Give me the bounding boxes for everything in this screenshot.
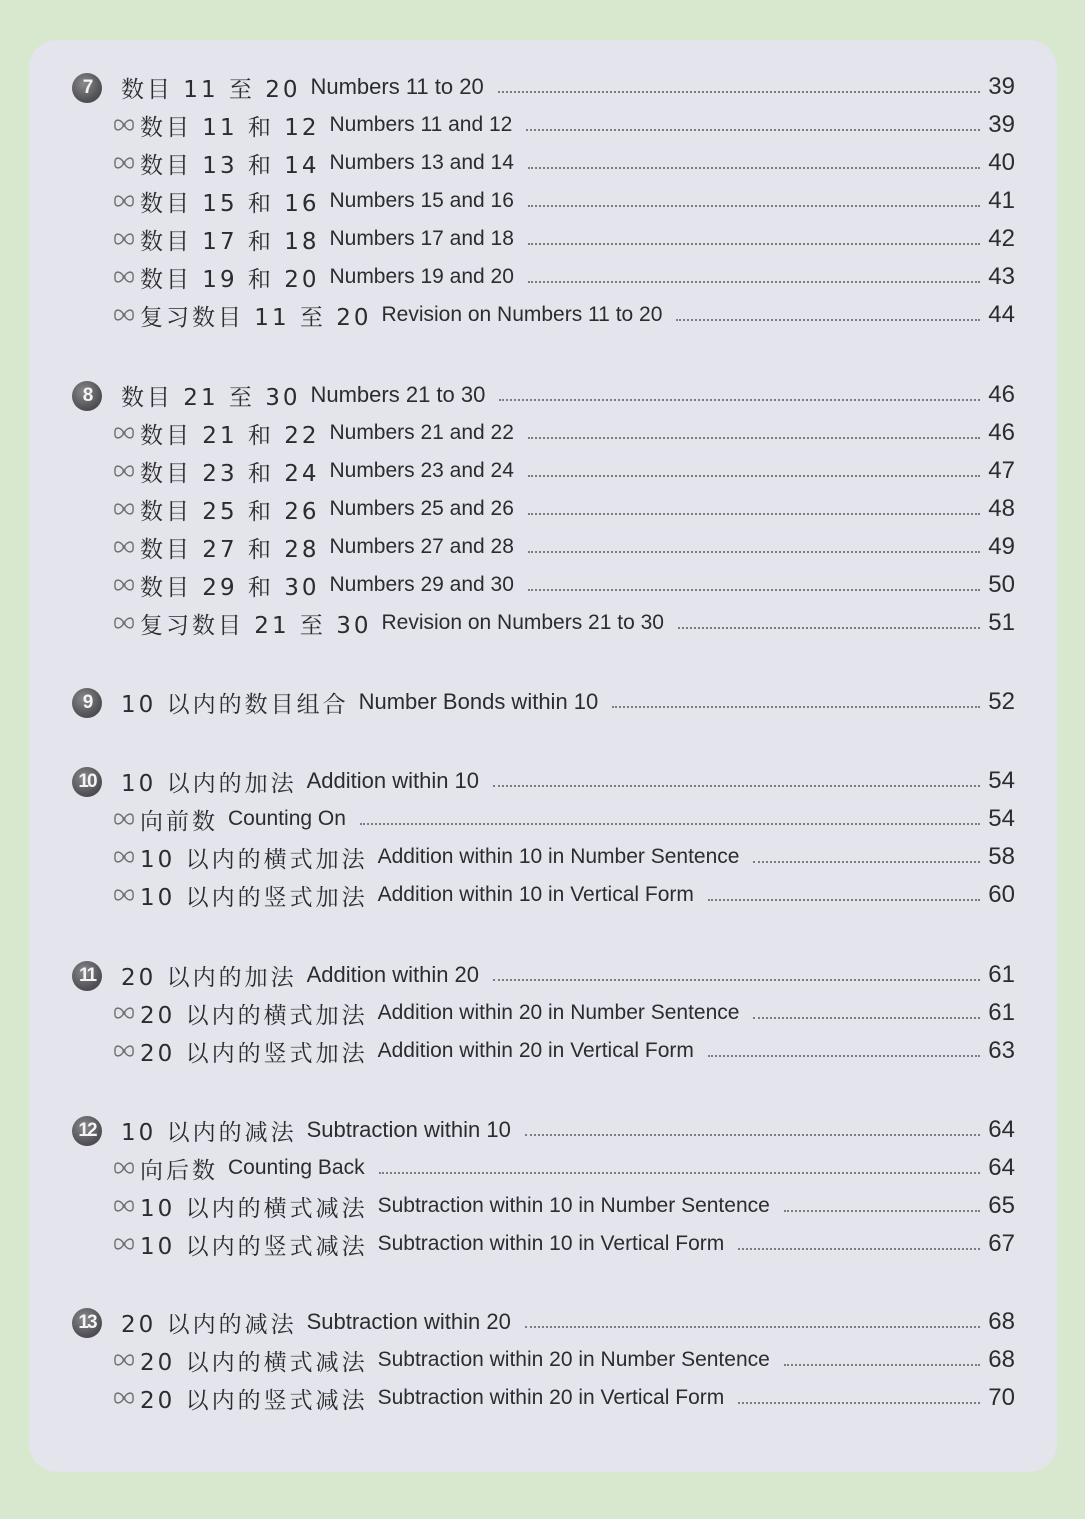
chapter-number-badge: 8 bbox=[72, 381, 102, 411]
chapter-number-badge: 13 bbox=[72, 1308, 102, 1338]
page-number: 41 bbox=[988, 187, 1015, 214]
ribbon-bullet-icon bbox=[112, 1234, 136, 1254]
page-number: 42 bbox=[988, 225, 1015, 252]
page-number: 63 bbox=[988, 1037, 1015, 1064]
toc-chapter-row[interactable] bbox=[0, 377, 1085, 413]
ribbon-bullet-icon bbox=[112, 115, 136, 135]
english-title: Counting On bbox=[228, 807, 346, 830]
english-title: Addition within 10 in Number Sentence bbox=[377, 845, 740, 868]
chinese-title: 10 以内的横式减法 bbox=[140, 1195, 368, 1222]
toc-chapter-row[interactable] bbox=[0, 763, 1085, 799]
ribbon-bullet-icon bbox=[112, 229, 136, 249]
page-number: 68 bbox=[988, 1308, 1015, 1335]
chapter-title bbox=[121, 763, 479, 799]
english-title: Addition within 20 bbox=[306, 962, 480, 987]
subitem-title bbox=[140, 221, 514, 257]
english-title: Numbers 21 to 30 bbox=[310, 382, 486, 407]
subitem-title bbox=[140, 107, 512, 143]
page-number: 54 bbox=[988, 805, 1015, 832]
toc-subitem-row[interactable] bbox=[0, 491, 1085, 527]
toc-subitem-row[interactable] bbox=[0, 1188, 1085, 1224]
english-title: Numbers 25 and 26 bbox=[329, 497, 514, 520]
subitem-title bbox=[140, 1188, 770, 1224]
toc-subitem-row[interactable] bbox=[0, 297, 1085, 333]
toc-chapter-row[interactable] bbox=[0, 684, 1085, 720]
dot-leader bbox=[528, 243, 980, 245]
chinese-title: 数目 11 至 20 bbox=[121, 76, 301, 103]
chinese-title: 数目 17 和 18 bbox=[140, 228, 320, 255]
dot-leader bbox=[498, 91, 980, 93]
toc-subitem-row[interactable] bbox=[0, 183, 1085, 219]
toc-subitem-row[interactable] bbox=[0, 453, 1085, 489]
chinese-title: 20 以内的横式加法 bbox=[140, 1002, 368, 1029]
dot-leader bbox=[676, 319, 980, 321]
chinese-title: 数目 21 和 22 bbox=[140, 422, 320, 449]
page-number: 64 bbox=[988, 1154, 1015, 1181]
english-title: Subtraction within 20 in Vertical Form bbox=[377, 1386, 725, 1409]
english-title: Numbers 21 and 22 bbox=[329, 421, 514, 444]
chinese-title: 数目 19 和 20 bbox=[140, 266, 320, 293]
ribbon-bullet-icon bbox=[112, 847, 136, 867]
ribbon-bullet-icon bbox=[112, 537, 136, 557]
dot-leader bbox=[708, 899, 980, 901]
dot-leader bbox=[525, 1326, 980, 1328]
chinese-title: 20 以内的横式减法 bbox=[140, 1349, 368, 1376]
ribbon-bullet-icon bbox=[112, 423, 136, 443]
ribbon-bullet-icon bbox=[112, 1003, 136, 1023]
chapter-title bbox=[121, 684, 598, 720]
page-number: 43 bbox=[988, 263, 1015, 290]
dot-leader bbox=[493, 979, 980, 981]
english-title: Subtraction within 10 in Vertical Form bbox=[377, 1232, 725, 1255]
english-title: Numbers 23 and 24 bbox=[329, 459, 514, 482]
ribbon-bullet-icon bbox=[112, 885, 136, 905]
toc-subitem-row[interactable] bbox=[0, 1033, 1085, 1069]
chinese-title: 向后数 bbox=[140, 1157, 218, 1184]
ribbon-bullet-icon bbox=[112, 1350, 136, 1370]
subitem-title bbox=[140, 839, 739, 875]
ribbon-bullet-icon bbox=[112, 305, 136, 325]
subitem-title bbox=[140, 183, 514, 219]
toc-subitem-row[interactable] bbox=[0, 1150, 1085, 1186]
toc-subitem-row[interactable] bbox=[0, 415, 1085, 451]
chapter-number-badge: 9 bbox=[72, 688, 102, 718]
dot-leader bbox=[528, 205, 980, 207]
page-number: 50 bbox=[988, 571, 1015, 598]
page-number: 46 bbox=[988, 419, 1015, 446]
page-number: 51 bbox=[988, 609, 1015, 636]
chinese-title: 数目 21 至 30 bbox=[121, 384, 301, 411]
ribbon-bullet-icon bbox=[112, 153, 136, 173]
toc-chapter-row[interactable] bbox=[0, 1304, 1085, 1340]
chinese-title: 复习数目 21 至 30 bbox=[140, 612, 372, 639]
page-number: 40 bbox=[988, 149, 1015, 176]
dot-leader bbox=[738, 1248, 980, 1250]
ribbon-bullet-icon bbox=[112, 1041, 136, 1061]
ribbon-bullet-icon bbox=[112, 1388, 136, 1408]
english-title: Subtraction within 10 in Number Sentence bbox=[377, 1194, 770, 1217]
dot-leader bbox=[379, 1172, 980, 1174]
page-number: 64 bbox=[988, 1116, 1015, 1143]
dot-leader bbox=[738, 1402, 980, 1404]
chinese-title: 10 以内的竖式加法 bbox=[140, 884, 368, 911]
chinese-title: 数目 25 和 26 bbox=[140, 498, 320, 525]
ribbon-bullet-icon bbox=[112, 809, 136, 829]
chapter-number-badge: 7 bbox=[72, 73, 102, 103]
chapter-number-badge: 11 bbox=[72, 961, 102, 991]
subitem-title bbox=[140, 1226, 724, 1262]
page-number: 39 bbox=[988, 73, 1015, 100]
toc-subitem-row[interactable] bbox=[0, 221, 1085, 257]
chinese-title: 数目 11 和 12 bbox=[140, 114, 320, 141]
chinese-title: 10 以内的减法 bbox=[121, 1119, 297, 1146]
english-title: Numbers 19 and 20 bbox=[329, 265, 514, 288]
dot-leader bbox=[528, 281, 980, 283]
english-title: Numbers 17 and 18 bbox=[329, 227, 514, 250]
toc-subitem-row[interactable] bbox=[0, 1342, 1085, 1378]
chinese-title: 数目 15 和 16 bbox=[140, 190, 320, 217]
english-title: Numbers 11 and 12 bbox=[329, 113, 513, 136]
chapter-title bbox=[121, 1304, 511, 1340]
chapter-title bbox=[121, 1112, 511, 1148]
toc-chapter-row[interactable] bbox=[0, 1112, 1085, 1148]
subitem-title bbox=[140, 1380, 724, 1416]
chapter-number-badge: 10 bbox=[72, 767, 102, 797]
english-title: Subtraction within 20 in Number Sentence bbox=[377, 1348, 770, 1371]
page-number: 67 bbox=[988, 1230, 1015, 1257]
toc-subitem-row[interactable] bbox=[0, 1226, 1085, 1262]
dot-leader bbox=[528, 167, 980, 169]
dot-leader bbox=[753, 1017, 980, 1019]
chinese-title: 数目 29 和 30 bbox=[140, 574, 320, 601]
chinese-title: 20 以内的加法 bbox=[121, 964, 297, 991]
toc-subitem-row[interactable] bbox=[0, 107, 1085, 143]
toc-subitem-row[interactable] bbox=[0, 145, 1085, 181]
subitem-title bbox=[140, 491, 514, 527]
page-number: 61 bbox=[988, 999, 1015, 1026]
ribbon-bullet-icon bbox=[112, 1158, 136, 1178]
subitem-title bbox=[140, 453, 514, 489]
page-number: 60 bbox=[988, 881, 1015, 908]
page-number: 46 bbox=[988, 381, 1015, 408]
english-title: Addition within 10 in Vertical Form bbox=[377, 883, 694, 906]
chinese-title: 数目 13 和 14 bbox=[140, 152, 320, 179]
toc-subitem-row[interactable] bbox=[0, 567, 1085, 603]
subitem-title bbox=[140, 145, 514, 181]
toc-subitem-row[interactable] bbox=[0, 801, 1085, 837]
english-title: Numbers 11 to 20 bbox=[310, 74, 484, 99]
subitem-title bbox=[140, 605, 664, 641]
chinese-title: 10 以内的竖式减法 bbox=[140, 1233, 368, 1260]
chinese-title: 10 以内的加法 bbox=[121, 770, 297, 797]
dot-leader bbox=[753, 861, 980, 863]
ribbon-bullet-icon bbox=[112, 461, 136, 481]
chinese-title: 20 以内的竖式加法 bbox=[140, 1040, 368, 1067]
dot-leader bbox=[493, 785, 980, 787]
dot-leader bbox=[612, 706, 980, 708]
ribbon-bullet-icon bbox=[112, 267, 136, 287]
toc-chapter-row[interactable] bbox=[0, 957, 1085, 993]
toc-subitem-row[interactable] bbox=[0, 1380, 1085, 1416]
page-number: 44 bbox=[988, 301, 1015, 328]
english-title: Subtraction within 20 bbox=[306, 1309, 511, 1334]
english-title: Addition within 10 bbox=[306, 768, 480, 793]
english-title: Numbers 15 and 16 bbox=[329, 189, 514, 212]
english-title: Number Bonds within 10 bbox=[358, 689, 599, 714]
ribbon-bullet-icon bbox=[112, 191, 136, 211]
ribbon-bullet-icon bbox=[112, 1196, 136, 1216]
page-number: 54 bbox=[988, 767, 1015, 794]
chapter-title bbox=[121, 957, 479, 993]
chinese-title: 向前数 bbox=[140, 808, 218, 835]
subitem-title bbox=[140, 529, 514, 565]
subitem-title bbox=[140, 297, 662, 333]
dot-leader bbox=[528, 551, 980, 553]
english-title: Numbers 29 and 30 bbox=[329, 573, 514, 596]
dot-leader bbox=[678, 627, 980, 629]
subitem-title bbox=[140, 1342, 770, 1378]
english-title: Addition within 20 in Vertical Form bbox=[377, 1039, 694, 1062]
page-number: 65 bbox=[988, 1192, 1015, 1219]
english-title: Counting Back bbox=[228, 1156, 365, 1179]
dot-leader bbox=[708, 1055, 980, 1057]
english-title: Revision on Numbers 21 to 30 bbox=[381, 611, 664, 634]
subitem-title bbox=[140, 415, 514, 451]
dot-leader bbox=[528, 475, 980, 477]
subitem-title bbox=[140, 801, 346, 837]
subitem-title bbox=[140, 1150, 365, 1186]
english-title: Numbers 13 and 14 bbox=[329, 151, 514, 174]
toc-subitem-row[interactable] bbox=[0, 605, 1085, 641]
dot-leader bbox=[528, 589, 980, 591]
page-number: 49 bbox=[988, 533, 1015, 560]
toc-subitem-row[interactable] bbox=[0, 877, 1085, 913]
chinese-title: 复习数目 11 至 20 bbox=[140, 304, 372, 331]
english-title: Addition within 20 in Number Sentence bbox=[377, 1001, 740, 1024]
english-title: Subtraction within 10 bbox=[306, 1117, 511, 1142]
dot-leader bbox=[499, 399, 980, 401]
english-title: Numbers 27 and 28 bbox=[329, 535, 514, 558]
page-number: 52 bbox=[988, 688, 1015, 715]
chapter-title bbox=[121, 69, 484, 105]
dot-leader bbox=[784, 1364, 980, 1366]
dot-leader bbox=[528, 513, 980, 515]
dot-leader bbox=[784, 1210, 980, 1212]
toc-chapter-row[interactable] bbox=[0, 69, 1085, 105]
toc-subitem-row[interactable] bbox=[0, 839, 1085, 875]
english-title: Revision on Numbers 11 to 20 bbox=[381, 303, 663, 326]
subitem-title bbox=[140, 877, 694, 913]
dot-leader bbox=[528, 437, 980, 439]
toc-subitem-row[interactable] bbox=[0, 995, 1085, 1031]
chapter-title bbox=[121, 377, 485, 413]
page-number: 61 bbox=[988, 961, 1015, 988]
chinese-title: 数目 27 和 28 bbox=[140, 536, 320, 563]
ribbon-bullet-icon bbox=[112, 499, 136, 519]
chinese-title: 20 以内的减法 bbox=[121, 1311, 297, 1338]
subitem-title bbox=[140, 1033, 694, 1069]
dot-leader bbox=[360, 823, 980, 825]
subitem-title bbox=[140, 995, 739, 1031]
toc-subitem-row[interactable] bbox=[0, 259, 1085, 295]
chapter-number-badge: 12 bbox=[72, 1116, 102, 1146]
dot-leader bbox=[526, 129, 980, 131]
chinese-title: 数目 23 和 24 bbox=[140, 460, 320, 487]
ribbon-bullet-icon bbox=[112, 575, 136, 595]
page-number: 68 bbox=[988, 1346, 1015, 1373]
chinese-title: 20 以内的竖式减法 bbox=[140, 1387, 368, 1414]
subitem-title bbox=[140, 567, 514, 603]
page-number: 48 bbox=[988, 495, 1015, 522]
chinese-title: 10 以内的横式加法 bbox=[140, 846, 368, 873]
toc-subitem-row[interactable] bbox=[0, 529, 1085, 565]
subitem-title bbox=[140, 259, 514, 295]
ribbon-bullet-icon bbox=[112, 613, 136, 633]
page-number: 70 bbox=[988, 1384, 1015, 1411]
page-number: 47 bbox=[988, 457, 1015, 484]
dot-leader bbox=[525, 1134, 980, 1136]
page-number: 39 bbox=[988, 111, 1015, 138]
page-number: 58 bbox=[988, 843, 1015, 870]
chinese-title: 10 以内的数目组合 bbox=[121, 691, 349, 718]
